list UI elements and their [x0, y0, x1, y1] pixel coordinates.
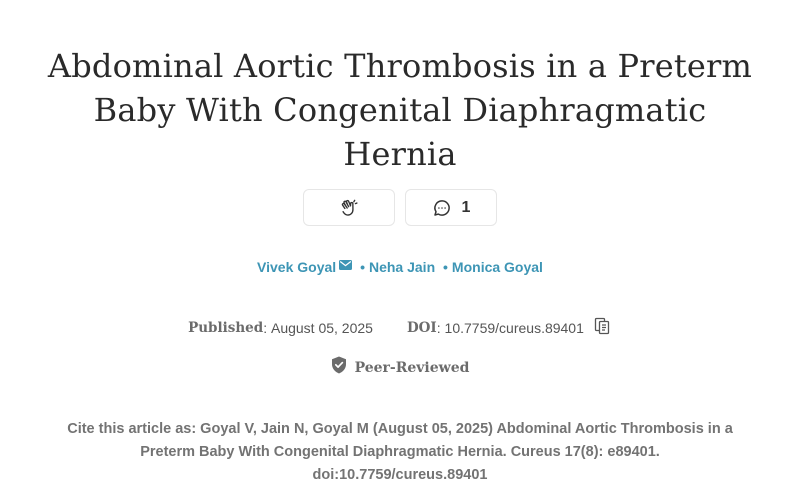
author-separator: •	[360, 259, 365, 275]
clap-button[interactable]	[303, 189, 395, 226]
shield-check-icon	[331, 356, 347, 379]
article-actions	[0, 189, 800, 226]
comment-button[interactable]	[405, 189, 497, 226]
published-date: August 05, 2025	[270, 319, 373, 336]
copy-icon[interactable]	[592, 316, 612, 339]
author-link[interactable]: Monica Goyal	[451, 259, 543, 275]
publication-meta	[0, 316, 800, 339]
author-link[interactable]: Neha Jain	[368, 259, 436, 275]
comment-count: 1	[461, 198, 471, 216]
published-colon: :	[263, 319, 268, 336]
peer-review-badge	[0, 356, 800, 379]
article-title: Abdominal Aortic Thrombosis in a Preterm Baby With Congenital Diaphragmatic Hernia	[47, 47, 753, 173]
author-link[interactable]: Vivek Goyal	[257, 259, 337, 275]
peer-reviewed-label: Peer-Reviewed	[354, 359, 470, 376]
comment-icon	[432, 198, 452, 218]
author-separator: •	[443, 259, 448, 275]
mail-icon[interactable]	[339, 257, 352, 273]
citation-text: Cite this article as: Goyal V, Jain N, Goyal M (August 05, 2025) Abdominal Aortic Thrombosis in a Preterm Baby With Congenital Diaphragmatic Hernia. Cureus 17(8): e89401. doi:10.7759/cureus.89401	[67, 421, 733, 483]
doi-value: 10.7759/cureus.89401	[444, 319, 584, 336]
doi-colon: :	[436, 319, 441, 336]
author-list	[0, 259, 800, 275]
published-label: Published	[188, 319, 264, 336]
clap-icon	[338, 197, 360, 219]
doi-label: DOI	[406, 319, 437, 336]
